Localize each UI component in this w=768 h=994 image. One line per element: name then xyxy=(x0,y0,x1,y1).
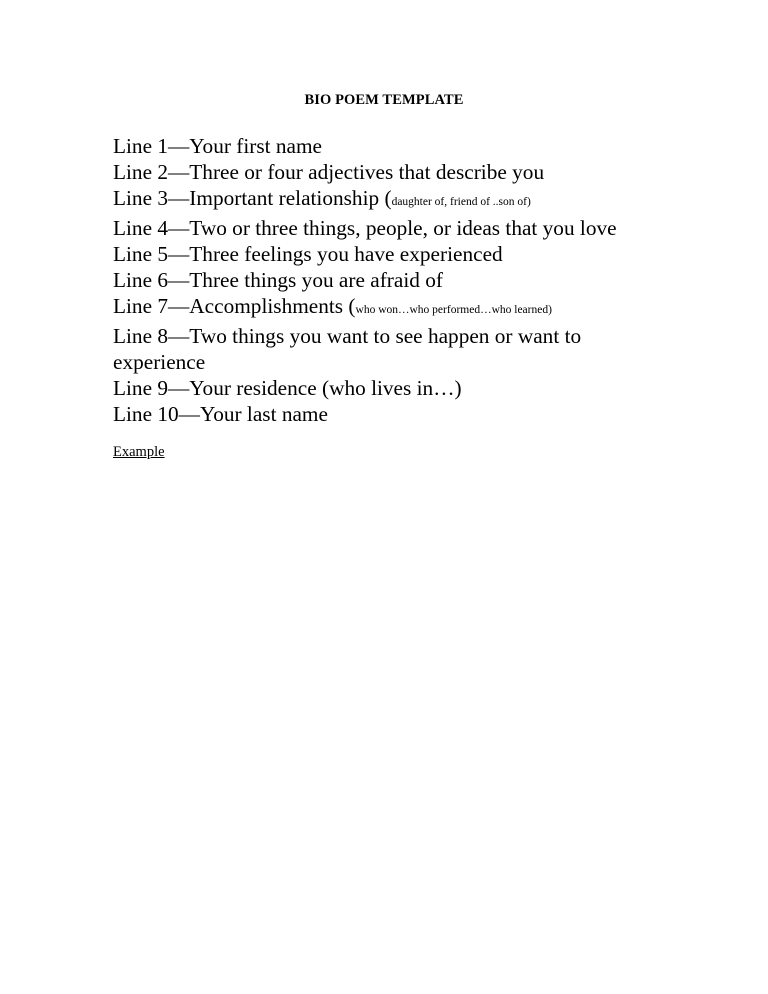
template-line-4 xyxy=(113,215,673,241)
template-line-6 xyxy=(113,267,673,293)
line-note: daughter of, friend of ..son of) xyxy=(391,196,531,208)
line-label: Line 1— xyxy=(113,134,190,158)
line-text: Two or three things, people, or ideas that you love xyxy=(189,216,617,240)
line-text: Three things you are afraid of xyxy=(189,268,443,292)
template-line-7 xyxy=(113,293,673,323)
line-label: Line 9— xyxy=(113,376,190,400)
line-label: Line 6— xyxy=(113,268,190,292)
line-label: Line 7— xyxy=(113,294,190,318)
line-text: Important relationship ( xyxy=(189,186,392,210)
template-line-9 xyxy=(113,375,673,401)
line-label: Line 8— xyxy=(113,324,190,348)
line-label: Line 2— xyxy=(113,160,190,184)
line-text: Your last name xyxy=(199,402,328,426)
template-line-3 xyxy=(113,185,673,215)
line-text: Accomplishments ( xyxy=(189,294,356,318)
line-label: Line 10— xyxy=(113,402,200,426)
line-text: Your first name xyxy=(189,134,323,158)
document-title: BIO POEM TEMPLATE xyxy=(304,92,464,108)
template-line-1 xyxy=(113,133,673,159)
template-line-8 xyxy=(113,323,633,375)
example-link[interactable]: Example xyxy=(113,444,165,460)
line-label: Line 4— xyxy=(113,216,190,240)
line-label: Line 5— xyxy=(113,242,190,266)
line-label: Line 3— xyxy=(113,186,190,210)
line-note: who won…who performed…who learned) xyxy=(355,304,552,316)
line-text: Two things you want to see happen or want to experience xyxy=(113,324,582,374)
template-line-2 xyxy=(113,159,673,185)
line-text: Three feelings you have experienced xyxy=(189,242,503,266)
template-line-10 xyxy=(113,401,673,427)
line-text: Your residence (who lives in…) xyxy=(189,376,462,400)
template-lines xyxy=(113,133,673,427)
line-text: Three or four adjectives that describe you xyxy=(189,160,545,184)
template-line-5 xyxy=(113,241,673,267)
